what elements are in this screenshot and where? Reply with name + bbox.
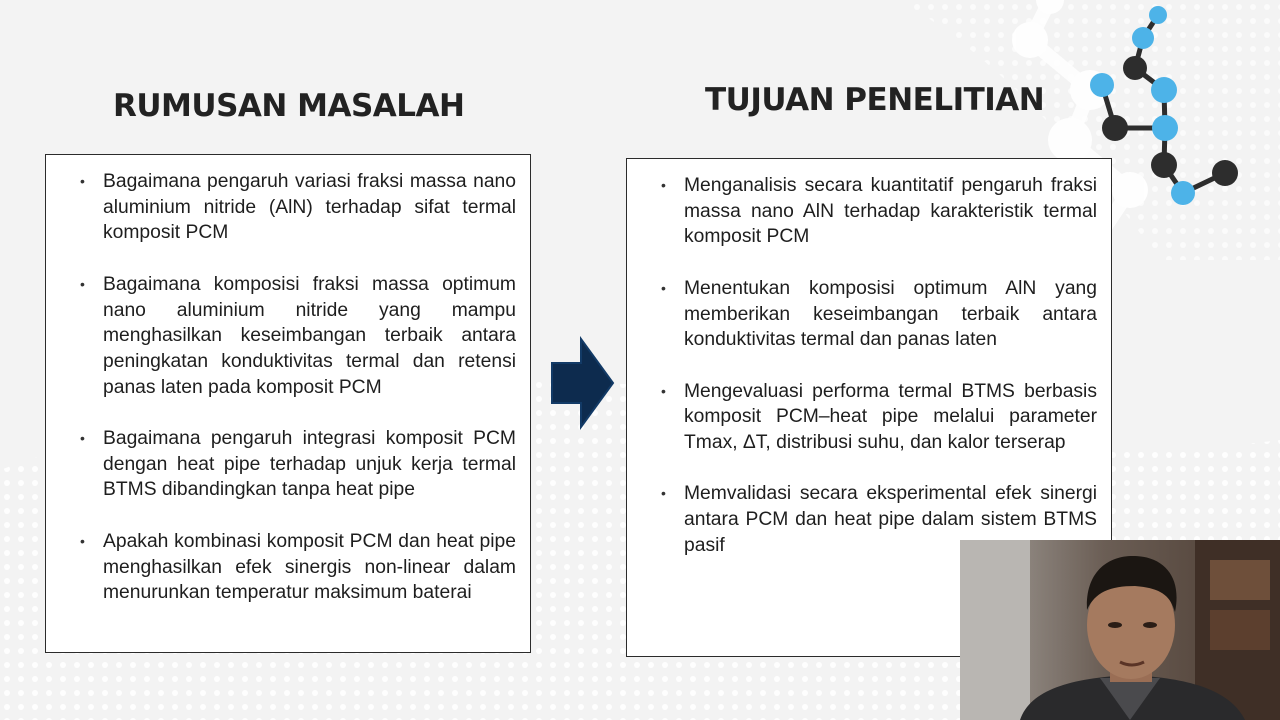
list-item	[661, 379, 1097, 456]
bullet-icon: •	[661, 485, 666, 502]
list-item-text: Menganalisis secara kuantitatif pengaruh fraksi massa nano AlN terhadap karakteristik termal komposit PCM	[684, 175, 1097, 248]
list-item	[80, 426, 516, 503]
list-item	[661, 276, 1097, 353]
bullet-icon: •	[80, 430, 85, 446]
list-item	[80, 169, 516, 246]
list-item-text: Memvalidasi secara eksperimental efek sinergi antara PCM dan heat pipe dalam sistem BTMS pasif	[684, 483, 1097, 556]
list-item-text: Apakah kombinasi komposit PCM dan heat pipe menghasilkan efek sinergis non-linear dalam menurunkan temperatur maksimum baterai	[103, 530, 516, 604]
rumusan-masalah-heading: RUMUSAN MASALAH	[113, 88, 465, 124]
list-item	[661, 173, 1097, 250]
list-item-text: Bagaimana komposisi fraksi massa optimum nano aluminium nitride yang mampu menghasilkan keseimbangan terbaik antara peningkatan konduktivitas termal dan retensi panas laten pada komposit PCM	[103, 273, 516, 398]
list-item-text: Mengevaluasi performa termal BTMS berbasis komposit PCM–heat pipe melalui parameter Tmax, ΔT, distribusi suhu, dan kalor terserap	[684, 380, 1097, 453]
bullet-icon: •	[661, 382, 666, 399]
webcam-presenter-image	[960, 540, 1280, 720]
rumusan-masalah-list	[80, 169, 516, 606]
bullet-icon: •	[80, 275, 85, 292]
tujuan-penelitian-list	[661, 173, 1097, 559]
list-item-text: Menentukan komposisi optimum AlN yang memberikan keseimbangan terbaik antara konduktivitas termal dan panas laten	[684, 277, 1097, 351]
list-item	[80, 529, 516, 606]
right-arrow-icon	[550, 336, 616, 430]
bullet-icon: •	[661, 279, 666, 296]
bullet-icon: •	[80, 532, 85, 549]
rumusan-masalah-box	[45, 154, 531, 653]
tujuan-penelitian-heading: TUJUAN PENELITIAN	[705, 82, 1045, 118]
list-item	[80, 272, 516, 401]
bullet-icon: •	[661, 177, 666, 193]
list-item-text: Bagaimana pengaruh variasi fraksi massa nano aluminium nitride (AlN) terhadap sifat termal komposit PCM	[103, 171, 516, 244]
webcam-overlay	[960, 540, 1280, 720]
bullet-icon: •	[80, 173, 85, 189]
list-item-text: Bagaimana pengaruh integrasi komposit PCM dengan heat pipe terhadap unjuk kerja termal BTMS dibandingkan tanpa heat pipe	[103, 428, 516, 501]
